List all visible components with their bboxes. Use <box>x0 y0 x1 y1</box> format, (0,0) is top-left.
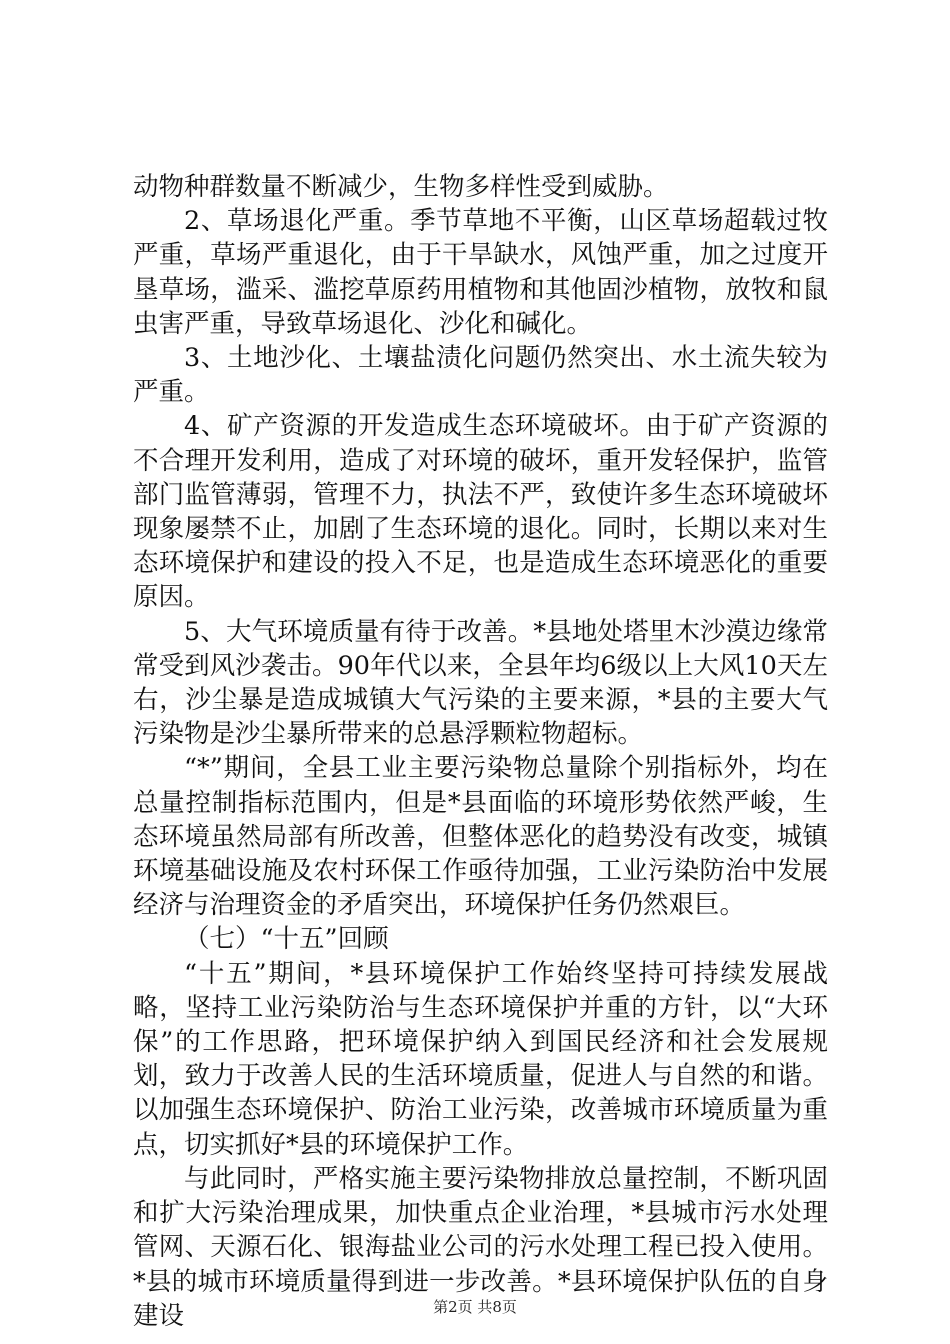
section-heading: （七）“十五”回顾 <box>184 924 389 955</box>
paragraph-air-quality: 5、大气环境质量有待于改善。*县地处塔里木沙漠边缘常常受到风沙袭击。90年代以来，全县年均6级以上大风10天左右，沙尘暴是造成城镇大气污染的主要来源，*县的主要大气污染物是沙尘暴所带来的总悬浮颗粒物超标。 <box>133 616 828 750</box>
paragraph-continuation: 动物种群数量不断减少，生物多样性受到威胁。 <box>133 172 669 202</box>
paragraph-grassland-degradation: 2、草场退化严重。季节草地不平衡，山区草场超载过牧严重，草场严重退化，由于干旱缺水，风蚀严重，加之过度开垦草场，滥采、滥挖草原药用植物和其他固沙植物，放牧和鼠虫害严重，导致草场退化、沙化和碱化。 <box>133 206 828 339</box>
paragraph-review: “十五”期间，*县环境保护工作始终坚持可持续发展战略，坚持工业污染防治与生态环境保护并重的方针，以“大环保”的工作思路，把环境保护纳入到国民经济和社会发展规划，致力于改善人民的生活环境质量，促进人与自然的和谐。以加强生态环境保护、防治工业污染，改善城市环境质量为重点，切实抓好*县的环境保护工作。 <box>133 958 828 1160</box>
paragraph-pollutant-summary: “*”期间，全县工业主要污染物总量除个别指标外，均在总量控制指标范围内，但是*县面临的环境形势依然严峻，生态环境虽然局部有所改善，但整体恶化的趋势没有改变，城镇环境基础设施及农村环保工作亟待加强，工业污染防治中发展经济与治理资金的矛盾突出，环境保护任务仍然艰巨。 <box>133 753 828 921</box>
page-number: 第2页 共8页 <box>433 1298 517 1316</box>
paragraph-meanwhile: 与此同时，严格实施主要污染物排放总量控制，不断巩固和扩大污染治理成果，加快重点企业治理，*县城市污水处理管网、天源石化、银海盐业公司的污水处理工程已投入使用。*县的城市环境质量得到进一步改善。*县环境保护队伍的自身建设 <box>133 1163 828 1331</box>
paragraph-mineral-resources: 4、矿产资源的开发造成生态环境破坏。由于矿产资源的不合理开发利用，造成了对环境的破坏，重开发轻保护，监管部门监管薄弱，管理不力，执法不严，致使许多生态环境破坏现象屡禁不止，加剧了生态环境的退化。同时，长期以来对生态环境保护和建设的投入不足，也是造成生态环境恶化的重要原因。 <box>133 411 828 613</box>
paragraph-land-desertification: 3、土地沙化、土壤盐渍化问题仍然突出、水土流失较为严重。 <box>133 343 828 408</box>
document-body <box>133 170 828 1333</box>
